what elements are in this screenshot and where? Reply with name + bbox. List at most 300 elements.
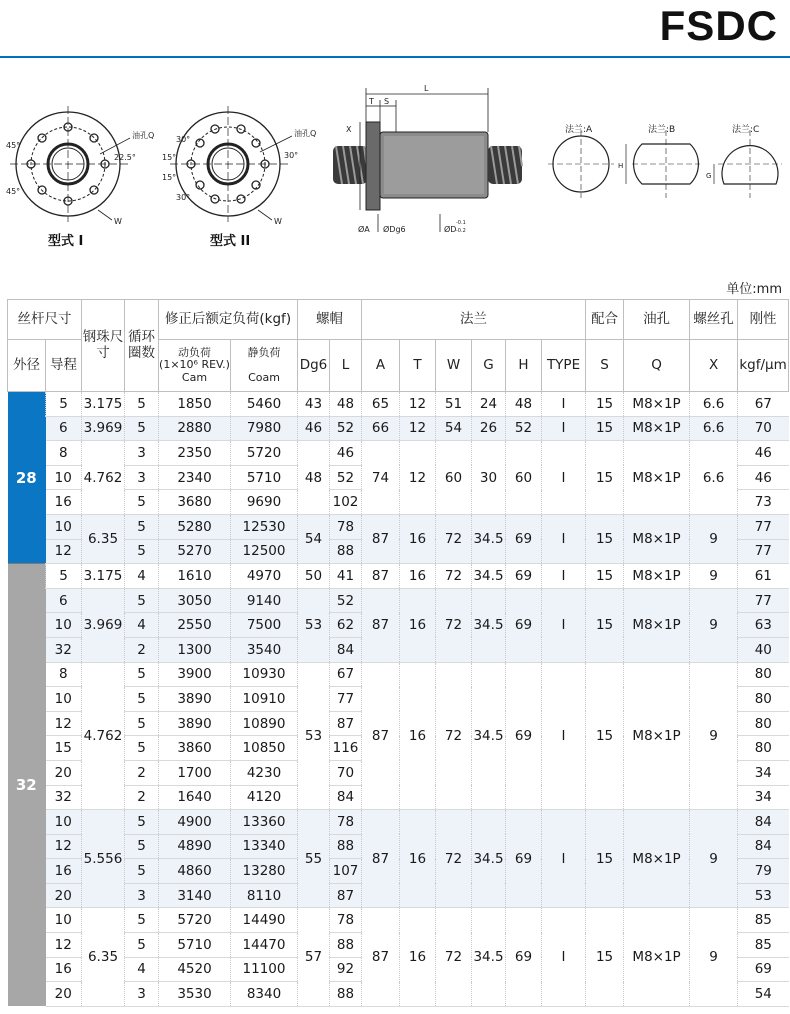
stiffness-cell: 80 (738, 736, 789, 761)
table-row (8, 416, 789, 441)
static-load-cell: 5720 (231, 441, 298, 466)
dynamic-load-cell: 4520 (159, 957, 231, 982)
circuits-cell: 5 (125, 588, 159, 613)
col-ball-size: 钢珠尺寸 (82, 300, 125, 392)
svg-text:45°: 45° (6, 187, 21, 196)
flange-c-drawing (714, 130, 782, 198)
svg-text:X: X (346, 125, 352, 134)
circuits-cell: 5 (125, 711, 159, 736)
dynamic-load-cell: 1610 (159, 564, 231, 589)
svg-text:45°: 45° (6, 141, 21, 150)
static-load-cell: 13340 (231, 834, 298, 859)
col-fit: 配合 (586, 300, 624, 340)
length-cell: 84 (330, 785, 362, 810)
circuits-cell: 4 (125, 957, 159, 982)
circuits-cell: 3 (125, 982, 159, 1007)
stiffness-cell: 34 (738, 785, 789, 810)
circuits-cell: 2 (125, 785, 159, 810)
flange-a-cell: 87 (362, 588, 400, 662)
lead-cell: 6 (46, 416, 82, 441)
dynamic-load-cell: 5270 (159, 539, 231, 564)
flange-type-cell: I (542, 588, 586, 662)
flange-t-cell: 12 (400, 416, 436, 441)
stiffness-cell: 80 (738, 687, 789, 712)
col-q: Q (624, 340, 690, 392)
lead-cell: 16 (46, 490, 82, 515)
static-load-cell: 11100 (231, 957, 298, 982)
flange-w-cell: 72 (436, 662, 472, 810)
length-cell: 41 (330, 564, 362, 589)
stiffness-cell: 63 (738, 613, 789, 638)
svg-text:15°: 15° (162, 173, 177, 182)
stiffness-cell: 40 (738, 637, 789, 662)
flange-g-cell: 30 (472, 441, 506, 515)
length-cell: 102 (330, 490, 362, 515)
static-load-cell: 7500 (231, 613, 298, 638)
circuits-cell: 3 (125, 441, 159, 466)
lead-cell: 16 (46, 859, 82, 884)
ball-size-cell: 3.969 (82, 416, 125, 441)
static-load-cell: 13280 (231, 859, 298, 884)
length-cell: 67 (330, 662, 362, 687)
flange-s-cell: 15 (586, 662, 624, 810)
flange-a-cell: 87 (362, 908, 400, 1006)
type2-labels (162, 128, 316, 226)
ball-size-cell: 6.35 (82, 908, 125, 1006)
outer-diameter-cell: 32 (8, 564, 46, 1007)
lead-cell: 20 (46, 982, 82, 1007)
svg-text:油孔Q: 油孔Q (294, 129, 317, 138)
flange-t-cell: 16 (400, 662, 436, 810)
svg-text:W: W (274, 217, 282, 226)
lead-cell: 8 (46, 662, 82, 687)
lead-cell: 12 (46, 711, 82, 736)
flange-x-cell: 9 (690, 564, 738, 589)
circuits-cell: 5 (125, 810, 159, 835)
type2-caption: 型式 II (210, 234, 251, 249)
flange-h-cell: 48 (506, 392, 542, 417)
circuits-cell: 5 (125, 933, 159, 958)
flange-type-cell: I (542, 514, 586, 563)
flange-type-cell: I (542, 441, 586, 515)
flange-type-cell: I (542, 908, 586, 1006)
lead-cell: 10 (46, 687, 82, 712)
stiffness-cell: 73 (738, 490, 789, 515)
dynamic-load-cell: 1850 (159, 392, 231, 417)
flange-t-cell: 16 (400, 564, 436, 589)
circuits-cell: 3 (125, 883, 159, 908)
circuits-cell: 3 (125, 465, 159, 490)
flange-a-cell: 87 (362, 810, 400, 908)
flange-w-cell: 51 (436, 392, 472, 417)
flange-t-cell: 16 (400, 908, 436, 1006)
type2-flange-drawing (170, 106, 292, 222)
flange-g-cell: 34.5 (472, 588, 506, 662)
spec-table-body (8, 392, 789, 1007)
length-cell: 46 (330, 441, 362, 466)
outer-diameter-cell: 28 (8, 392, 46, 564)
length-cell: 88 (330, 539, 362, 564)
flange-w-cell: 72 (436, 908, 472, 1006)
stiffness-cell: 69 (738, 957, 789, 982)
length-cell: 62 (330, 613, 362, 638)
flange-a-cell: 87 (362, 662, 400, 810)
table-row (8, 810, 789, 835)
svg-text:ØDg6: ØDg6 (383, 225, 406, 234)
col-screw-size: 丝杆尺寸 (8, 300, 82, 340)
flange-q-cell: M8×1P (624, 588, 690, 662)
lead-cell: 12 (46, 933, 82, 958)
lead-cell: 6 (46, 588, 82, 613)
length-cell: 52 (330, 588, 362, 613)
static-load-cell: 4230 (231, 760, 298, 785)
flange-h-cell: 69 (506, 588, 542, 662)
stiffness-cell: 54 (738, 982, 789, 1007)
col-static-load (231, 340, 298, 392)
static-load-cell: 8340 (231, 982, 298, 1007)
flange-w-cell: 72 (436, 564, 472, 589)
flange-s-cell: 15 (586, 514, 624, 563)
dynamic-load-cell: 2880 (159, 416, 231, 441)
col-g: G (472, 340, 506, 392)
svg-text:22.5°: 22.5° (114, 153, 136, 162)
flange-h-cell: 52 (506, 416, 542, 441)
stiffness-cell: 77 (738, 539, 789, 564)
flange-s-cell: 15 (586, 392, 624, 417)
static-load-cell: 8110 (231, 883, 298, 908)
table-row (8, 588, 789, 613)
static-load-cell: 9690 (231, 490, 298, 515)
length-cell: 92 (330, 957, 362, 982)
circuits-cell: 2 (125, 760, 159, 785)
static-load-cell: 4970 (231, 564, 298, 589)
dynamic-load-cell: 3680 (159, 490, 231, 515)
dynamic-load-cell: 3890 (159, 687, 231, 712)
length-cell: 116 (330, 736, 362, 761)
col-s: S (586, 340, 624, 392)
length-cell: 77 (330, 687, 362, 712)
dg6-cell: 57 (298, 908, 330, 1006)
lead-cell: 5 (46, 392, 82, 417)
flange-q-cell: M8×1P (624, 441, 690, 515)
screw-thread-left (333, 146, 368, 184)
flange-q-cell: M8×1P (624, 908, 690, 1006)
page-title: FSDC (659, 2, 778, 49)
static-load-cell: 12530 (231, 514, 298, 539)
static-load-cell: 5710 (231, 465, 298, 490)
table-row (8, 441, 789, 466)
flange-a-cell: 65 (362, 392, 400, 417)
flange-g-cell: 26 (472, 416, 506, 441)
length-cell: 87 (330, 711, 362, 736)
col-screw-hole: 螺丝孔 (690, 300, 738, 340)
ball-size-cell: 4.762 (82, 662, 125, 810)
dynamic-load-cell: 5720 (159, 908, 231, 933)
table-row (8, 564, 789, 589)
length-cell: 48 (330, 392, 362, 417)
dg6-cell: 48 (298, 441, 330, 515)
static-load-cell: 9140 (231, 588, 298, 613)
type1-flange-drawing (10, 106, 130, 222)
circuits-cell: 5 (125, 736, 159, 761)
circuits-cell: 5 (125, 908, 159, 933)
table-row (8, 514, 789, 539)
ball-size-cell: 3.175 (82, 564, 125, 589)
type1-caption: 型式 I (48, 234, 84, 249)
static-load-cell: 10890 (231, 711, 298, 736)
stiffness-cell: 46 (738, 441, 789, 466)
static-load-cell: 14470 (231, 933, 298, 958)
flange-h-cell: 69 (506, 564, 542, 589)
lead-cell: 10 (46, 514, 82, 539)
circuits-cell: 5 (125, 687, 159, 712)
unit-label: 单位:mm (726, 282, 782, 297)
flange-c-label: 法兰:C (732, 125, 760, 135)
flange-h-cell: 69 (506, 810, 542, 908)
flange-w-cell: 60 (436, 441, 472, 515)
svg-text:S: S (384, 97, 390, 106)
flange-a-cell: 87 (362, 564, 400, 589)
flange-b-dim: H (618, 162, 624, 170)
dg6-cell: 54 (298, 514, 330, 563)
dynamic-load-cell: 4860 (159, 859, 231, 884)
flange-x-cell: 9 (690, 810, 738, 908)
circuits-cell: 5 (125, 662, 159, 687)
flange-a-cell: 74 (362, 441, 400, 515)
stiffness-cell: 34 (738, 760, 789, 785)
flange-h-cell: 69 (506, 662, 542, 810)
flange-h-cell: 60 (506, 441, 542, 515)
lead-cell: 32 (46, 785, 82, 810)
dg6-cell: 53 (298, 588, 330, 662)
lead-cell: 10 (46, 908, 82, 933)
stiffness-cell: 80 (738, 711, 789, 736)
header (0, 0, 790, 60)
lead-cell: 12 (46, 539, 82, 564)
flange-t-cell: 16 (400, 588, 436, 662)
svg-text:30°: 30° (176, 135, 191, 144)
col-t: T (400, 340, 436, 392)
dynamic-load-cell: 3890 (159, 711, 231, 736)
static-load-cell: 10930 (231, 662, 298, 687)
length-cell: 84 (330, 637, 362, 662)
dyn-load-label: 动负荷 (178, 345, 211, 359)
flange-type-cell: I (542, 564, 586, 589)
stiffness-cell: 85 (738, 908, 789, 933)
static-load-cell: 10910 (231, 687, 298, 712)
circuits-cell: 5 (125, 416, 159, 441)
flange-type-cell: I (542, 416, 586, 441)
col-kgf-um: kgf/μm (738, 340, 789, 392)
flange-x-cell: 6.6 (690, 416, 738, 441)
ball-size-cell: 3.969 (82, 588, 125, 662)
svg-text:-0.1: -0.1 (456, 220, 466, 226)
col-w: W (436, 340, 472, 392)
dg6-cell: 43 (298, 392, 330, 417)
stiffness-cell: 79 (738, 859, 789, 884)
dynamic-load-cell: 3050 (159, 588, 231, 613)
flange-s-cell: 15 (586, 810, 624, 908)
dynamic-load-cell: 4890 (159, 834, 231, 859)
static-load-coam: Coam (248, 370, 280, 384)
flange-q-cell: M8×1P (624, 416, 690, 441)
flange-x-cell: 9 (690, 514, 738, 563)
static-load-cell: 3540 (231, 637, 298, 662)
header-rule (0, 56, 790, 58)
lead-cell: 12 (46, 834, 82, 859)
length-cell: 88 (330, 933, 362, 958)
col-lead: 导程 (46, 340, 82, 392)
length-cell: 78 (330, 514, 362, 539)
flange-b-label: 法兰:B (648, 125, 676, 135)
lead-cell: 10 (46, 810, 82, 835)
flange-h-cell: 69 (506, 908, 542, 1006)
stiffness-cell: 53 (738, 883, 789, 908)
dynamic-load-cell: 2340 (159, 465, 231, 490)
svg-text:15°: 15° (162, 153, 177, 162)
spec-table (7, 299, 789, 1007)
static-load-cell: 7980 (231, 416, 298, 441)
circuits-cell: 5 (125, 859, 159, 884)
circuits-cell: 4 (125, 564, 159, 589)
lead-cell: 10 (46, 465, 82, 490)
dyn-load-cam: Cam (181, 370, 208, 384)
svg-text:30°: 30° (176, 193, 191, 202)
flange-g-cell: 24 (472, 392, 506, 417)
col-stiffness: 刚性 (738, 300, 789, 340)
ball-size-cell: 6.35 (82, 514, 125, 563)
length-cell: 107 (330, 859, 362, 884)
col-circuits: 循环圈数 (125, 300, 159, 392)
spec-table-head (8, 300, 789, 392)
stiffness-cell: 85 (738, 933, 789, 958)
static-load-cell: 12500 (231, 539, 298, 564)
flange-w-cell: 72 (436, 588, 472, 662)
flange-t-cell: 16 (400, 514, 436, 563)
table-row (8, 662, 789, 687)
flange-x-cell: 6.6 (690, 441, 738, 515)
flange-a-cell: 87 (362, 514, 400, 563)
flange-s-cell: 15 (586, 564, 624, 589)
length-cell: 88 (330, 982, 362, 1007)
lead-cell: 20 (46, 760, 82, 785)
length-cell: 87 (330, 883, 362, 908)
dynamic-load-cell: 3900 (159, 662, 231, 687)
stiffness-cell: 67 (738, 392, 789, 417)
screw-thread-right (488, 146, 522, 184)
flange-x-cell: 9 (690, 588, 738, 662)
stiffness-cell: 84 (738, 810, 789, 835)
flange-g-cell: 34.5 (472, 908, 506, 1006)
flange-g-cell: 34.5 (472, 514, 506, 563)
ball-size-cell: 4.762 (82, 441, 125, 515)
circuits-cell: 5 (125, 392, 159, 417)
col-type: TYPE (542, 340, 586, 392)
dynamic-load-cell: 5710 (159, 933, 231, 958)
flange-a-drawing (548, 130, 614, 198)
col-h: H (506, 340, 542, 392)
flange-w-cell: 72 (436, 514, 472, 563)
col-nut: 螺帽 (298, 300, 362, 340)
flange-q-cell: M8×1P (624, 392, 690, 417)
stiffness-cell: 61 (738, 564, 789, 589)
side-view-drawing (333, 88, 522, 232)
circuits-cell: 5 (125, 490, 159, 515)
flange-w-cell: 72 (436, 810, 472, 908)
stiffness-cell: 77 (738, 588, 789, 613)
lead-cell: 10 (46, 613, 82, 638)
length-cell: 52 (330, 416, 362, 441)
dg6-cell: 46 (298, 416, 330, 441)
dynamic-load-cell: 5280 (159, 514, 231, 539)
svg-text:L: L (424, 84, 429, 93)
lead-cell: 16 (46, 957, 82, 982)
dynamic-load-cell: 2550 (159, 613, 231, 638)
col-l: L (330, 340, 362, 392)
flange-g-cell: 34.5 (472, 564, 506, 589)
flange-t-cell: 12 (400, 392, 436, 417)
drawings-svg (0, 74, 790, 274)
flange-q-cell: M8×1P (624, 564, 690, 589)
flange-b-drawing (626, 130, 700, 198)
flange-type-cell: I (542, 662, 586, 810)
col-oil-hole: 油孔 (624, 300, 690, 340)
flange-s-cell: 15 (586, 416, 624, 441)
flange-w-cell: 54 (436, 416, 472, 441)
length-cell: 52 (330, 465, 362, 490)
svg-text:油孔Q: 油孔Q (132, 131, 155, 140)
static-load-cell: 5460 (231, 392, 298, 417)
lead-cell: 15 (46, 736, 82, 761)
table-row (8, 908, 789, 933)
dynamic-load-cell: 4900 (159, 810, 231, 835)
dyn-load-rev: (1×10⁶ REV.) (159, 358, 230, 372)
table-row (8, 392, 789, 417)
length-cell: 78 (330, 908, 362, 933)
ball-size-cell: 5.556 (82, 810, 125, 908)
col-dynamic-load (159, 340, 231, 392)
circuits-cell: 5 (125, 834, 159, 859)
stiffness-cell: 77 (738, 514, 789, 539)
col-outer-diameter: 外径 (8, 340, 46, 392)
stiffness-cell: 84 (738, 834, 789, 859)
flange-x-cell: 9 (690, 908, 738, 1006)
dynamic-load-cell: 1700 (159, 760, 231, 785)
svg-text:30°: 30° (284, 151, 299, 160)
stiffness-cell: 80 (738, 662, 789, 687)
flange-a-cell: 66 (362, 416, 400, 441)
static-load-cell: 4120 (231, 785, 298, 810)
flange-s-cell: 15 (586, 441, 624, 515)
flange-type-cell: I (542, 392, 586, 417)
svg-text:ØD: ØD (444, 225, 457, 234)
flange-type-cell: I (542, 810, 586, 908)
col-dg6: Dg6 (298, 340, 330, 392)
flange-h-cell: 69 (506, 514, 542, 563)
circuits-cell: 5 (125, 514, 159, 539)
flange-x-cell: 9 (690, 662, 738, 810)
flange-x-cell: 6.6 (690, 392, 738, 417)
svg-text:-0.2: -0.2 (456, 228, 466, 234)
flange-q-cell: M8×1P (624, 662, 690, 810)
lead-cell: 8 (46, 441, 82, 466)
dynamic-load-cell: 3140 (159, 883, 231, 908)
col-a: A (362, 340, 400, 392)
static-load-label: 静负荷 (247, 345, 281, 359)
dynamic-load-cell: 3860 (159, 736, 231, 761)
flange-s-cell: 15 (586, 588, 624, 662)
lead-cell: 5 (46, 564, 82, 589)
